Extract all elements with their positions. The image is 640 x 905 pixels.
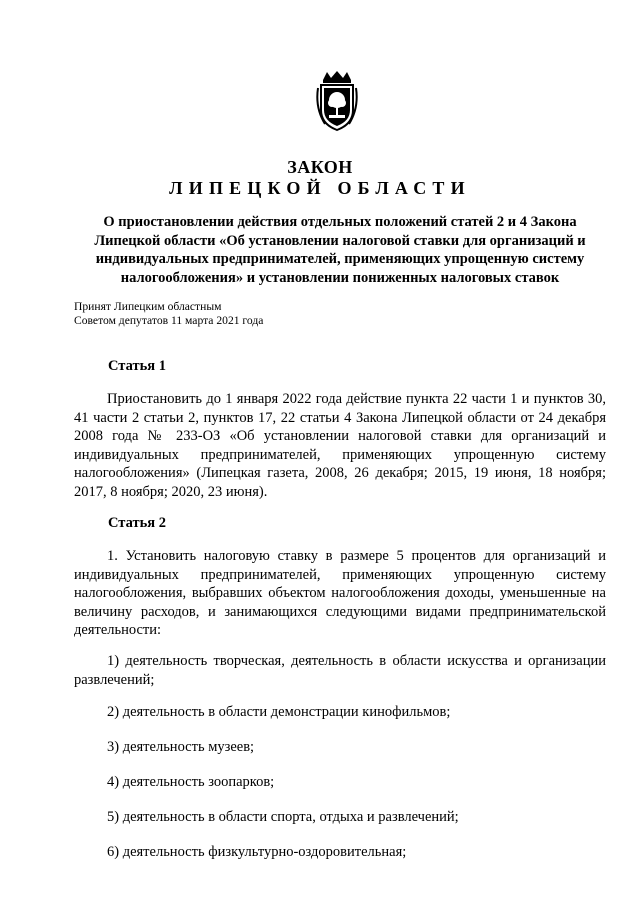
law-heading: О приостановлении действия отдельных положений статей 2 и 4 Закона Липецкой области «Об установлении налоговой ставки для организаций и индивидуальных предпринимателей, применяющих упрощенную систему налогообложения» и установлении пониженных налоговых ставок [94,214,586,286]
adoption-note [74,300,263,328]
article-2-title: Статья 2 [108,515,166,531]
region-title: ЛИПЕЦКОЙ ОБЛАСТИ [169,178,471,198]
document-type-title: ЗАКОН [287,157,353,177]
article-2-intro: 1. Установить налоговую ставку в размере 5 процентов для организаций и индивидуальных предпринимателей, применяющих упрощенную систему налогообложения, выбравших объектом налогообложения доходы, уменьшенные на величину расходов, и занимающихся следующими видами предпринимательской деятельности: [74,548,606,639]
article-1-title: Статья 1 [108,358,166,374]
list-item: 3) деятельность музеев; [107,739,255,755]
adoption-line-2: Советом депутатов 11 марта 2021 года [74,314,264,327]
coat-of-arms-icon [315,70,359,132]
list-item: 4) деятельность зоопарков; [107,774,275,790]
adoption-line-1: Принят Липецким областным [74,300,222,313]
list-item: 6) деятельность физкультурно-оздоровительная; [107,844,407,860]
list-item: 5) деятельность в области спорта, отдыха и развлечений; [107,809,459,825]
list-item: 2) деятельность в области демонстрации кинофильмов; [107,704,451,720]
list-item: 1) деятельность творческая, деятельность в области искусства и организации развлечений; [74,653,606,688]
article-1-text: Приостановить до 1 января 2022 года действие пункта 22 части 1 и пунктов 30, 41 части 2 статьи 2, пунктов 17, 22 статьи 4 Закона Липецкой области от 24 декабря 2008 года № 233-ОЗ «Об установлении налоговой ставки для организаций и индивидуальных предпринимателей, применяющих упрощенную систему налогообложения» (Липецкая газета, 2008, 26 декабря; 2015, 19 июня, 18 ноября; 2017, 8 ноября; 2020, 23 июня). [74,391,606,500]
